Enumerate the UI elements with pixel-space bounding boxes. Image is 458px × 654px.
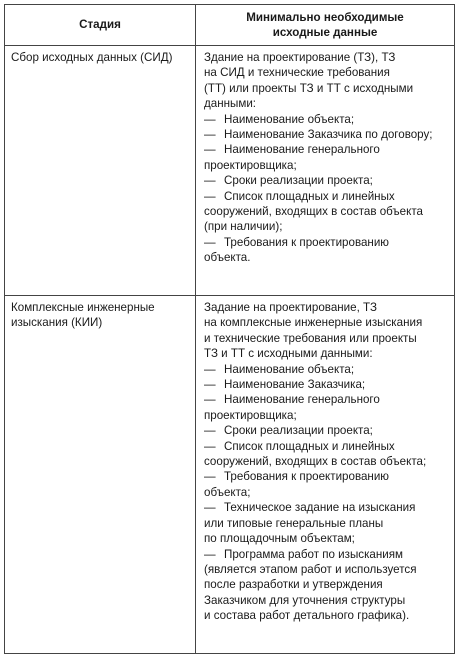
list-item-line [204, 189, 446, 204]
list-item [204, 173, 446, 188]
list-item-text: сооружений, входящих в состав объекта [204, 205, 423, 219]
list-item-text: Наименование объекта; [224, 362, 355, 376]
list-item-line [204, 219, 446, 234]
dash-bullet: — [204, 547, 216, 561]
header-input-data-line: исходные данные [272, 26, 378, 39]
dash-bullet: — [204, 235, 216, 249]
input-data-cell [196, 296, 455, 654]
intro-line: на комплексные инженерные изыскания [204, 316, 423, 330]
list-item [204, 189, 446, 235]
dash-bullet: — [204, 143, 216, 157]
list-item-line [204, 562, 446, 577]
list-item-line [204, 235, 446, 250]
table-row [5, 296, 455, 654]
list-item-line [204, 593, 446, 608]
list-item-text: или типовые генеральные планы [204, 516, 384, 530]
dash-bullet: — [204, 112, 216, 126]
header-input-data-line: Минимально необходимые [246, 10, 404, 24]
input-data-cell [196, 46, 455, 296]
list-item-text: Наименование Заказчика по договору; [224, 128, 433, 142]
dash-bullet: — [204, 189, 216, 203]
stage-cell [5, 46, 196, 296]
list-item-text: Требования к проектированию [224, 470, 389, 484]
list-item [204, 392, 446, 423]
table-row [5, 46, 455, 296]
list-item-line [204, 362, 446, 377]
table-header-row [5, 5, 455, 46]
header-stage [5, 5, 196, 46]
intro-line: Задание на проектирование, ТЗ [204, 301, 377, 314]
dash-bullet: — [204, 362, 216, 376]
list-item [204, 439, 446, 470]
list-item [204, 362, 446, 377]
list-item-text: Сроки реализации проекта; [224, 424, 373, 438]
list-item-text: Наименование объекта; [224, 112, 355, 126]
list-item-text: Список площадных и линейных [224, 439, 395, 453]
header-input-data [196, 5, 455, 46]
list-item [204, 547, 446, 624]
intro-line: ТЗ и ТТ с исходными данными: [204, 347, 373, 361]
list-item [204, 127, 446, 142]
requirements-table [4, 4, 455, 654]
intro-line: данными: [204, 97, 257, 111]
dash-bullet: — [204, 378, 216, 392]
list-item-line [204, 531, 446, 546]
requirements-table-wrapper [4, 4, 454, 638]
input-data-intro [204, 300, 446, 362]
list-item-line [204, 577, 446, 592]
stage-cell [5, 296, 196, 654]
list-item-text: Требования к проектированию [224, 235, 389, 249]
list-item-text: Заказчиком для уточнения структуры [204, 593, 406, 607]
header-stage-label: Стадия [79, 18, 121, 32]
list-item-line [204, 112, 446, 127]
list-item-line [204, 173, 446, 188]
intro-line: Здание на проектирование (ТЗ), ТЗ [204, 51, 396, 64]
list-item-text: объекта. [204, 251, 251, 265]
list-item-line [204, 423, 446, 438]
list-item-line [204, 377, 446, 392]
list-item [204, 377, 446, 392]
dash-bullet: — [204, 393, 216, 407]
intro-line: на СИД и технические требования [204, 66, 390, 80]
list-item-text: объекта; [204, 485, 251, 499]
list-item [204, 469, 446, 500]
list-item [204, 112, 446, 127]
dash-bullet: — [204, 470, 216, 484]
list-item-line [204, 142, 446, 157]
list-item [204, 500, 446, 546]
list-item-line [204, 469, 446, 484]
list-item-text: после разработки и утверждения [204, 578, 383, 592]
dash-bullet: — [204, 501, 216, 515]
list-item-line [204, 204, 446, 219]
list-item [204, 235, 446, 266]
dash-bullet: — [204, 128, 216, 142]
list-item-text: проектировщика; [204, 158, 297, 172]
list-item-line [204, 250, 446, 265]
list-item-text: Наименование генерального [224, 393, 380, 407]
dash-bullet: — [204, 439, 216, 453]
list-item-text: (при наличии); [204, 220, 283, 234]
intro-line: (ТТ) или проекты ТЗ и ТТ с исходными [204, 81, 414, 95]
stage-name-line: Комплексные инженерные [11, 301, 155, 314]
list-item-text: и состава работ детального графика). [204, 609, 410, 623]
stage-name-line: Сбор исходных данных (СИД) [11, 51, 173, 64]
list-item-text: Сроки реализации проекта; [224, 174, 373, 188]
list-item-text: Наименование Заказчика; [224, 378, 366, 392]
list-item-text: (является этапом работ и используется [204, 562, 417, 576]
list-item-line [204, 485, 446, 500]
dash-bullet: — [204, 424, 216, 438]
list-item-line [204, 547, 446, 562]
list-item-text: сооружений, входящих в состав объекта; [204, 455, 427, 469]
list-item-line [204, 127, 446, 142]
list-item-line [204, 454, 446, 469]
list-item-line [204, 158, 446, 173]
list-item-text: проектировщика; [204, 408, 297, 422]
list-item-text: Наименование генерального [224, 143, 380, 157]
list-item-line [204, 392, 446, 407]
list-item-text: Программа работ по изысканиям [224, 547, 403, 561]
list-item-line [204, 408, 446, 423]
list-item-line [204, 500, 446, 515]
stage-name-line: изыскания (КИИ) [11, 316, 103, 330]
dash-bullet: — [204, 174, 216, 188]
list-item-line [204, 608, 446, 623]
input-data-intro [204, 50, 446, 112]
list-item-text: Техническое задание на изыскания [224, 501, 416, 515]
list-item [204, 142, 446, 173]
list-item-text: по площадочным объектам; [204, 532, 355, 546]
list-item-line [204, 439, 446, 454]
list-item-text: Список площадных и линейных [224, 189, 395, 203]
intro-line: и технические требования или проекты [204, 331, 417, 345]
list-item-line [204, 516, 446, 531]
list-item [204, 423, 446, 438]
